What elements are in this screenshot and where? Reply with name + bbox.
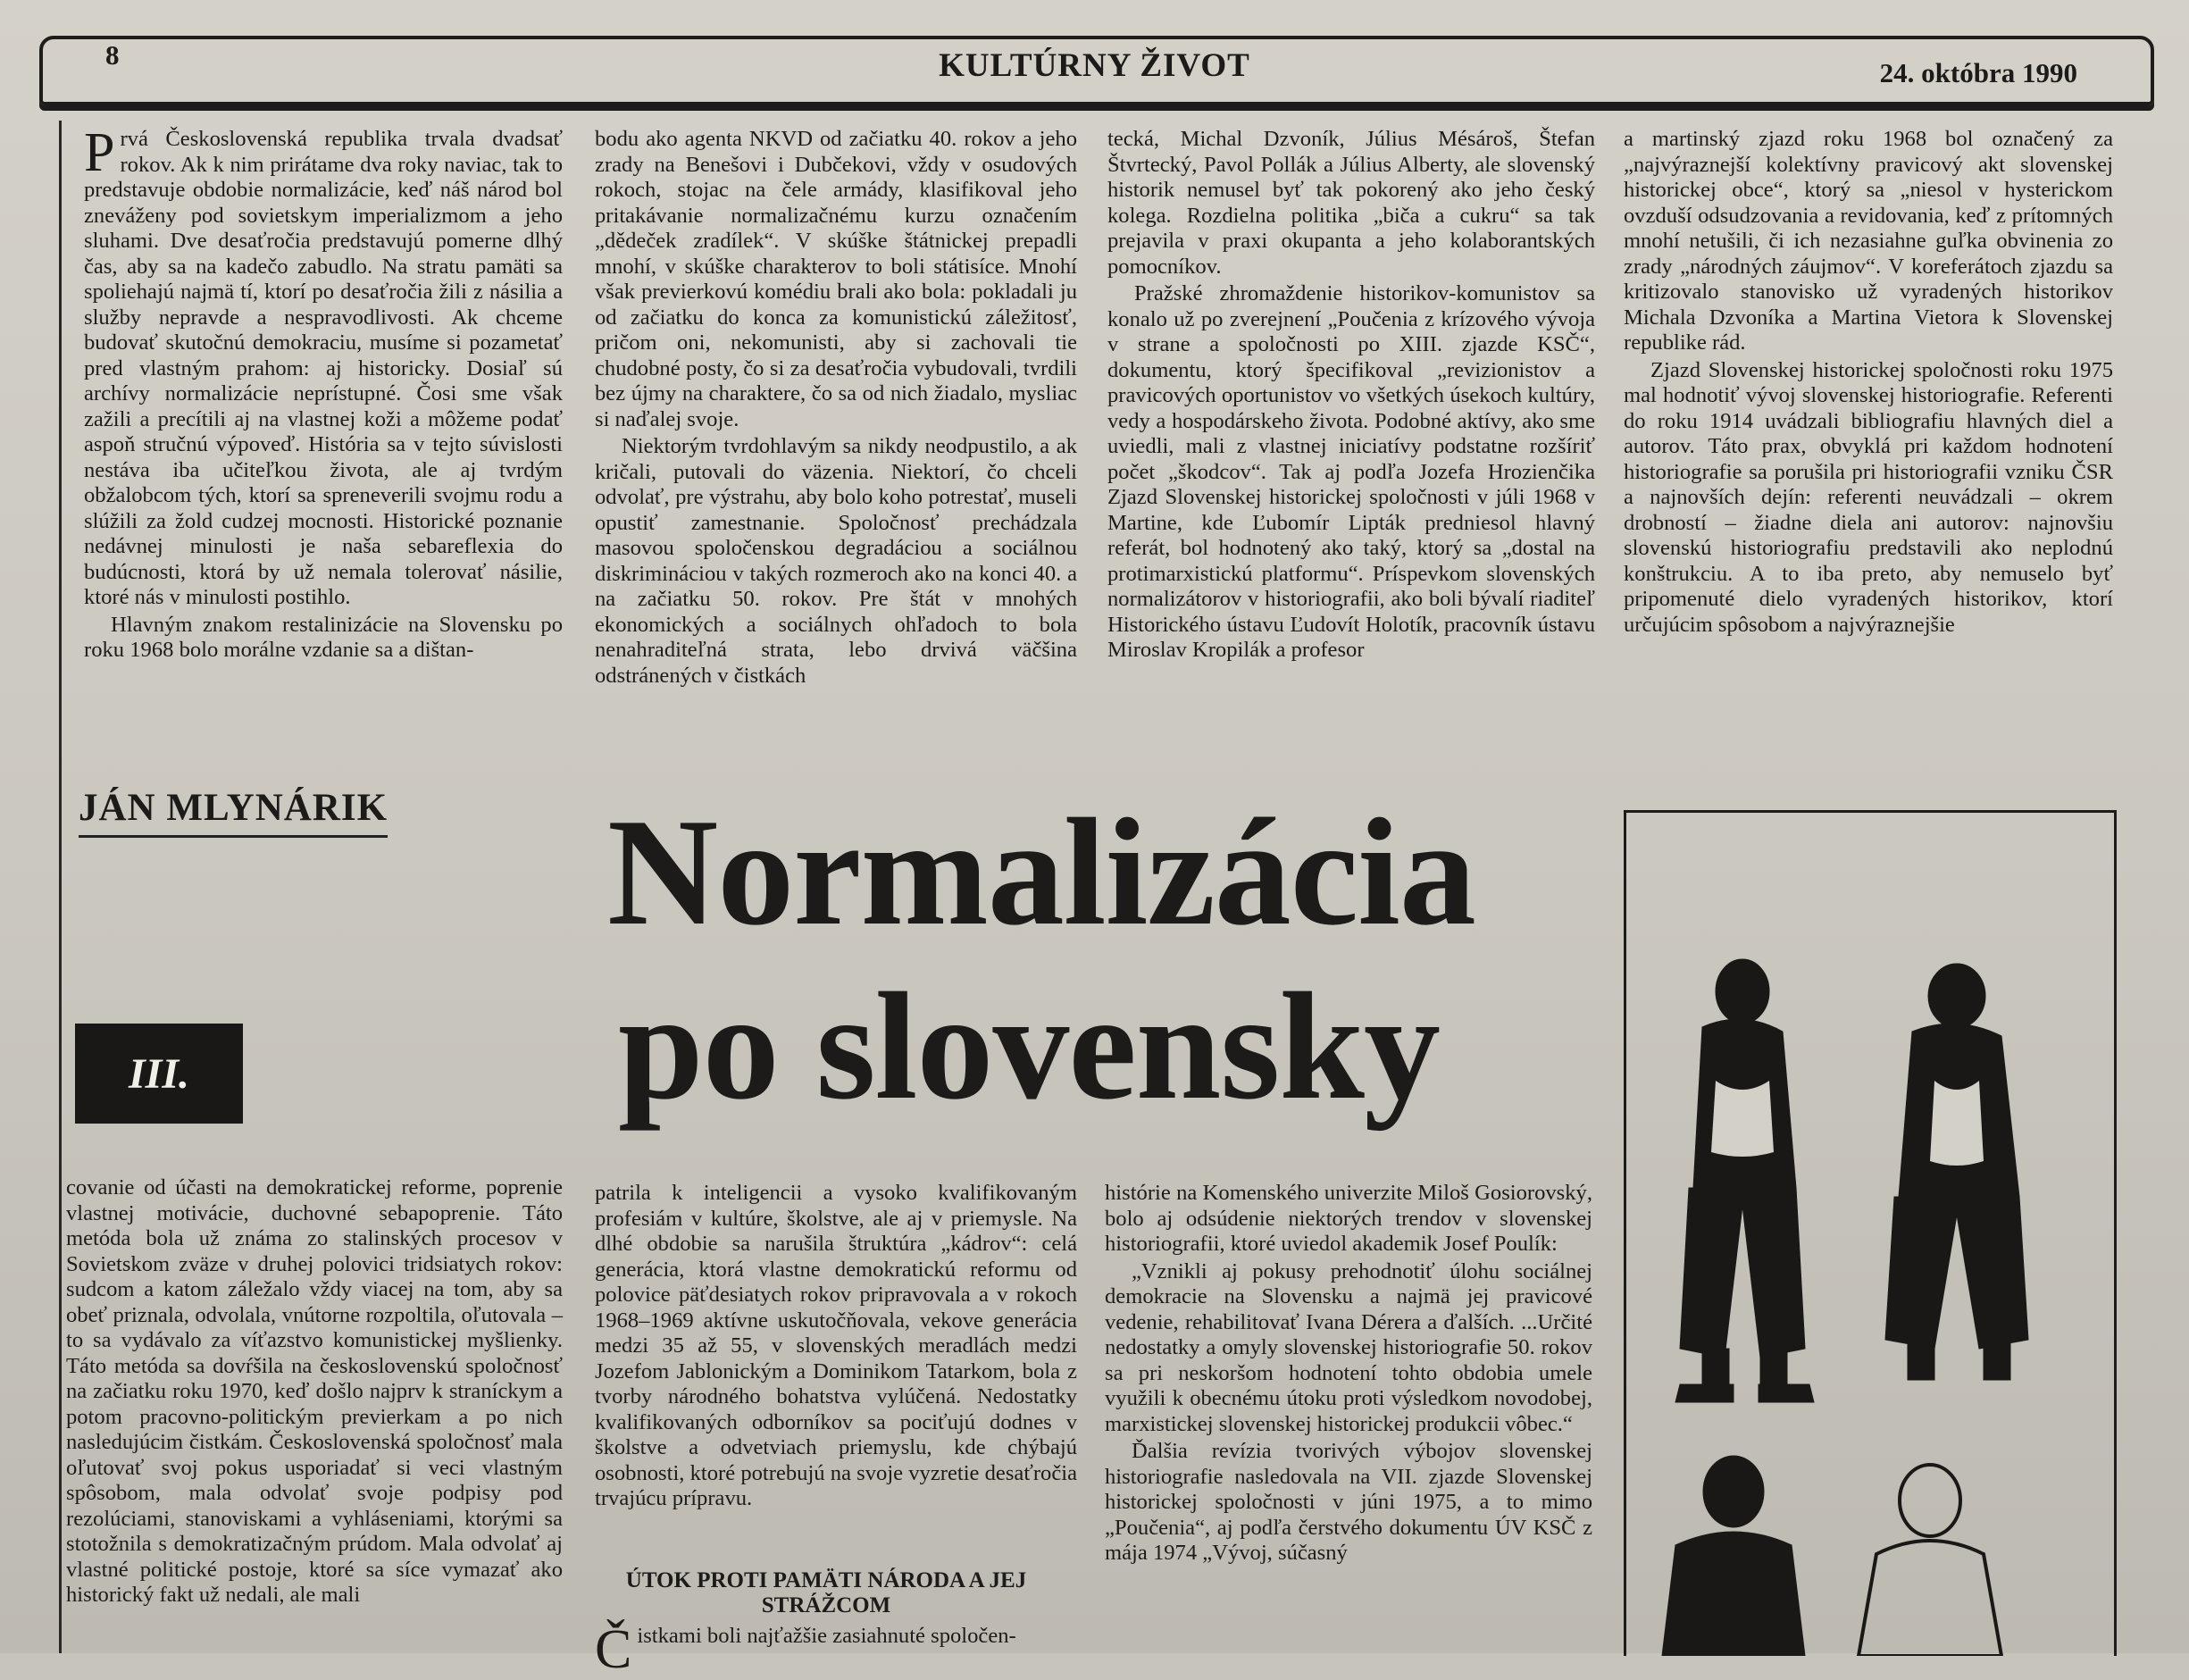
top-column-1 <box>84 122 563 665</box>
page-number: 8 <box>105 39 120 71</box>
article-headline <box>607 786 1475 1134</box>
paragraph: Zjazd Slovenskej historickej spoločnosti roku 1975 mal hodnotiť vývoj slovenskej historiografie. Referenti do roku 1914 uvádzali bibliografiu hlavných diel a autorov. Táto prax, obvyklá pri každom hodnotení historiografie sa porušila pri historiografii vzniku ČSR a najnovších dejín: referenti neuvádzali – okrem drobností – žiadne diela ani autorov: najnovšiu slovenskú historiografiu predstavili ako neplodnú konštrukciu. A to iba preto, aby nemuselo byť pripomenuté dielo vyradených historikov, ktorí určujúcim spôsobom a najvýraznejšie <box>1624 357 2113 637</box>
paragraph: covanie od účasti na demokratickej reforme, poprenie vlastnej motivácie, duchovné sebapoprenie. Táto metóda bola už známa zo stalinských procesov v Sovietskom zväze v druhej polovici tridsiatych rokov: sudcom a katom záležalo vždy viacej na tom, aby sa obeť priznala, odvolala, vnútorne rozpoltila, oľutovala – to sa vydávalo za víťazstvo komunistickej myšlienky. Táto metóda sa dovŕšila na československú spoločnosť na začiatku roku 1970, keď došlo najprv k straníckym a potom pracovno-politickým previerkam a po nich nasledujúcim čistkám. Československá spoločnosť mala oľutovať svoj pokus usporiadať si veci vlastným spôsobom, mala odvolať svoje podpisy pod rezolúciami, stanoviskami a vyhláseniami, ktorými sa stotožnila s demokratizačným prúdom. Mala odvolať aj vlastné politické postoje, ktoré sa síce vymazať ako historický fakt už nedali, ale mali <box>66 1175 563 1607</box>
bottom-column-2 <box>595 1181 1077 1514</box>
paragraph: Ďalšia revízia tvorivých výbojov slovenskej historiografie nasledovala na VII. zjazde Slovenskej historickej spoločnosti v júni 1975, a to mimo „Poučenia“, aj podľa čerstvého dokumentu ÚV KSČ z mája 1974 „Vývoj, súčasný <box>1105 1439 1592 1565</box>
paragraph: Niektorým tvrdohlavým sa nikdy neodpustilo, a ak kričali, putovali do väzenia. Niektorí, čo chceli odvolať, pre výstrahu, aby bolo koho potrestať, museli opustiť zamestnanie. Spoločnosť prechádzala masovou spoločenskou degradáciou a sociálnou diskrimináciou v takých rozmeroch ako na konci 40. a na začiatku 50. rokov. Pre štát v mnohých ekonomických a sociálnych ohľadoch to bola nenahraditeľná strata, lebo drvivá väčšina odstránených v čistkách <box>595 434 1077 688</box>
illustration-frame <box>1624 810 2117 1656</box>
top-column-2 <box>595 127 1077 690</box>
paragraph: a martinský zjazd roku 1968 bol označený za „najvýraznejší kolektívny pravicový akt slovenskej historickej obce“, ktorý sa „niesol v hysterickom ovzduší odsudzovania a revidovania, keď z prítomných mnohí netušili, či ich nezasiahne guľka obvinenia zo zrady „národných záujmov“. V koreferátoch zjazdu sa kritizovalo stanovisko už vyradených historikov Michala Dzvoníka a Martina Vietora k Slovenskej republike rád. <box>1624 127 2113 355</box>
part-number-badge: III. <box>75 1024 243 1124</box>
paragraph: histórie na Komenského univerzite Miloš Gosiorovský, bolo aj odsúdenie niektorých trendov v slovenskej historiografii, ktoré uviedol akademik Josef Poulík: <box>1105 1181 1592 1256</box>
top-column-4 <box>1624 127 2113 639</box>
newspaper-title: KULTÚRNY ŽIVOT <box>939 47 1250 84</box>
subheading-continuation: Čistkami boli najťažšie zasiahnuté spoločen- <box>595 1619 1016 1680</box>
issue-date: 24. októbra 1990 <box>1879 57 2077 88</box>
left-column-rule <box>59 121 62 1653</box>
top-column-3 <box>1107 127 1595 665</box>
bottom-column-1 <box>66 1175 563 1610</box>
headline-line-2: po slovensky <box>618 962 1440 1132</box>
paragraph: bodu ako agenta NKVD od začiatku 40. rokov a jeho zrady na Benešovi i Dubčekovi, vždy v osudových rokoch, stojac na čele armády, klasifikoval jeho pritakávanie normalizačnému kurzu označením „dědeček zradílek“. V skúške štátnickej prepadli mnohí, v skúške charakterov to boli státisíce. Mnohí však previerkovú komédiu brali ako bola: pokladali ju od začiatku do konca za komunistickú záležitosť, pričom oni, nekomunisti, aby si zachovali tie chudobné posty, čo si za desaťročia vybudovali, tvrdili bez újmy na charaktere, čo sa od nich žiadalo, mysliac si naďalej svoje. <box>595 127 1077 431</box>
headline-line-1: Normalizácia <box>607 788 1475 957</box>
paragraph: „Vznikli aj pokusy prehodnotiť úlohu sociálnej demokracie na Slovensku a najmä jej pravicové vedenie, rehabilitovať Ivana Dérera a ďalších. ...Určité nedostatky a omyly slovenskej historiografie 50. rokov sa pri neskoršom hodnotení tohto obdobia umele využili k obecnému útoku proti výsledkom novodobej, marxistickej slovenskej historickej produkcii vôbec.“ <box>1105 1258 1592 1436</box>
bottom-column-3 <box>1105 1181 1592 1568</box>
paragraph: tecká, Michal Dzvoník, Július Mésároš, Štefan Štvrtecký, Pavol Pollák a Július Alberty, ale slovenský historik nemusel byť tak pokorený ako jeho český kolega. Rozdielna politika „biča a cukru“ sa tak prejavila v praxi okupanta a jeho kolaborantských pomocníkov. <box>1107 127 1595 279</box>
paragraph: patrila k inteligencii a vysoko kvalifikovaným profesiám v kultúre, školstve, ale aj v priemysle. Na dlhé obdobie sa narušila štruktúra „kádrov“: celá generácia, ktorá vlastne demokratickú reformu od polovice päťdesiatych rokov pripravovala a v rokoch 1968–1969 aktívne uskutočňovala, vekove generácia medzi 35 až 55, v slovenských meradlách medzi Jozefom Jablonickým a Dominikom Tatarkom, bola z tvorby národného bohatstva vylúčená. Nedostatky kvalifikovaných odborníkov sa pociťujú dodnes v školstve a odvetviach priemyslu, kde chýbajú osobnosti, ktoré potrebujú na svoje vyzretie desaťročia trvajúcu prípravu. <box>595 1181 1077 1510</box>
paragraph: Pražské zhromaždenie historikov-komunistov sa konalo už po zverejnení „Poučenia z krízového vývoja v strane a spoločnosti po XIII. zjazde KSČ“, dokumentu, ktorý špecifikoval „revizionistov a pravicových oportunistov vo všetkých úsekoch kultúry, vedy a hospodárskeho života. Podobné aktívy, ako sme uviedli, mali z vlastnej iniciatívy podstatne rozšíriť počet „škodcov“. Tak aj podľa Jozefa Hrozienčika Zjazd Slovenskej historickej spoločnosti v júli 1968 v Martine, kde Ľubomír Lipták predniesol hlavný referát, bol hodnotený ako taký, ktorý sa „dostal na protimarxistickú platformu“. Príspevkom slovenských normalizátorov v historiografii, ako boli bývalí riaditeľ Historického ústavu Ľudovít Holotík, pracovník ústavu Miroslav Kropilák a profesor <box>1107 281 1595 662</box>
author-byline: JÁN MLYNÁRIK <box>79 786 388 838</box>
weeping-figures-illustration <box>1626 813 2114 1656</box>
paragraph: Hlavným znakom restalinizácie na Slovensku po roku 1968 bolo morálne vzdanie sa a dištan- <box>84 612 563 662</box>
paragraph: Prvá Československá republika trvala dvadsať rokov. Ak k nim prirátame dva roky naviac, tak to predstavuje obdobie normalizácie, keď náš národ bol zneváženy pod sovietskym imperializmom a jeho sluhami. Dve desaťročia predstavujú pomerne dlhý čas, aby sa na kadečo zabudlo. Na stratu pamäti sa spoliehajú najmä tí, ktorí po desaťročia žili z násilia a služby nepravde a nespravodlivosti. Ak chceme budovať skutočnú demokraciu, musíme si pozametať pred vlastným prahom: aj historicky. Dosiaľ sú archívy normalizácie neprístupné. Čosi sme však zažili a precítili aj na vlastnej koži a môžeme podať aspoň stručnú výpoveď. História sa v tejto súvislosti nestáva iba učiteľkou života, ale aj tvrdým obžalobcom tých, ktorí sa spreneverili svojmu rodu a slúžili za žold cudzej mocnosti. Historické poznanie nedávnej minulosti je naša sebareflexia do budúcnosti, ktorá by už nemala tolerovať násilie, ktoré nás v minulosti postihlo. <box>84 122 563 609</box>
section-subheading: ÚTOK PROTI PAMÄTI NÁRODA A JEJ STRÁŽCOM <box>625 1568 1027 1617</box>
